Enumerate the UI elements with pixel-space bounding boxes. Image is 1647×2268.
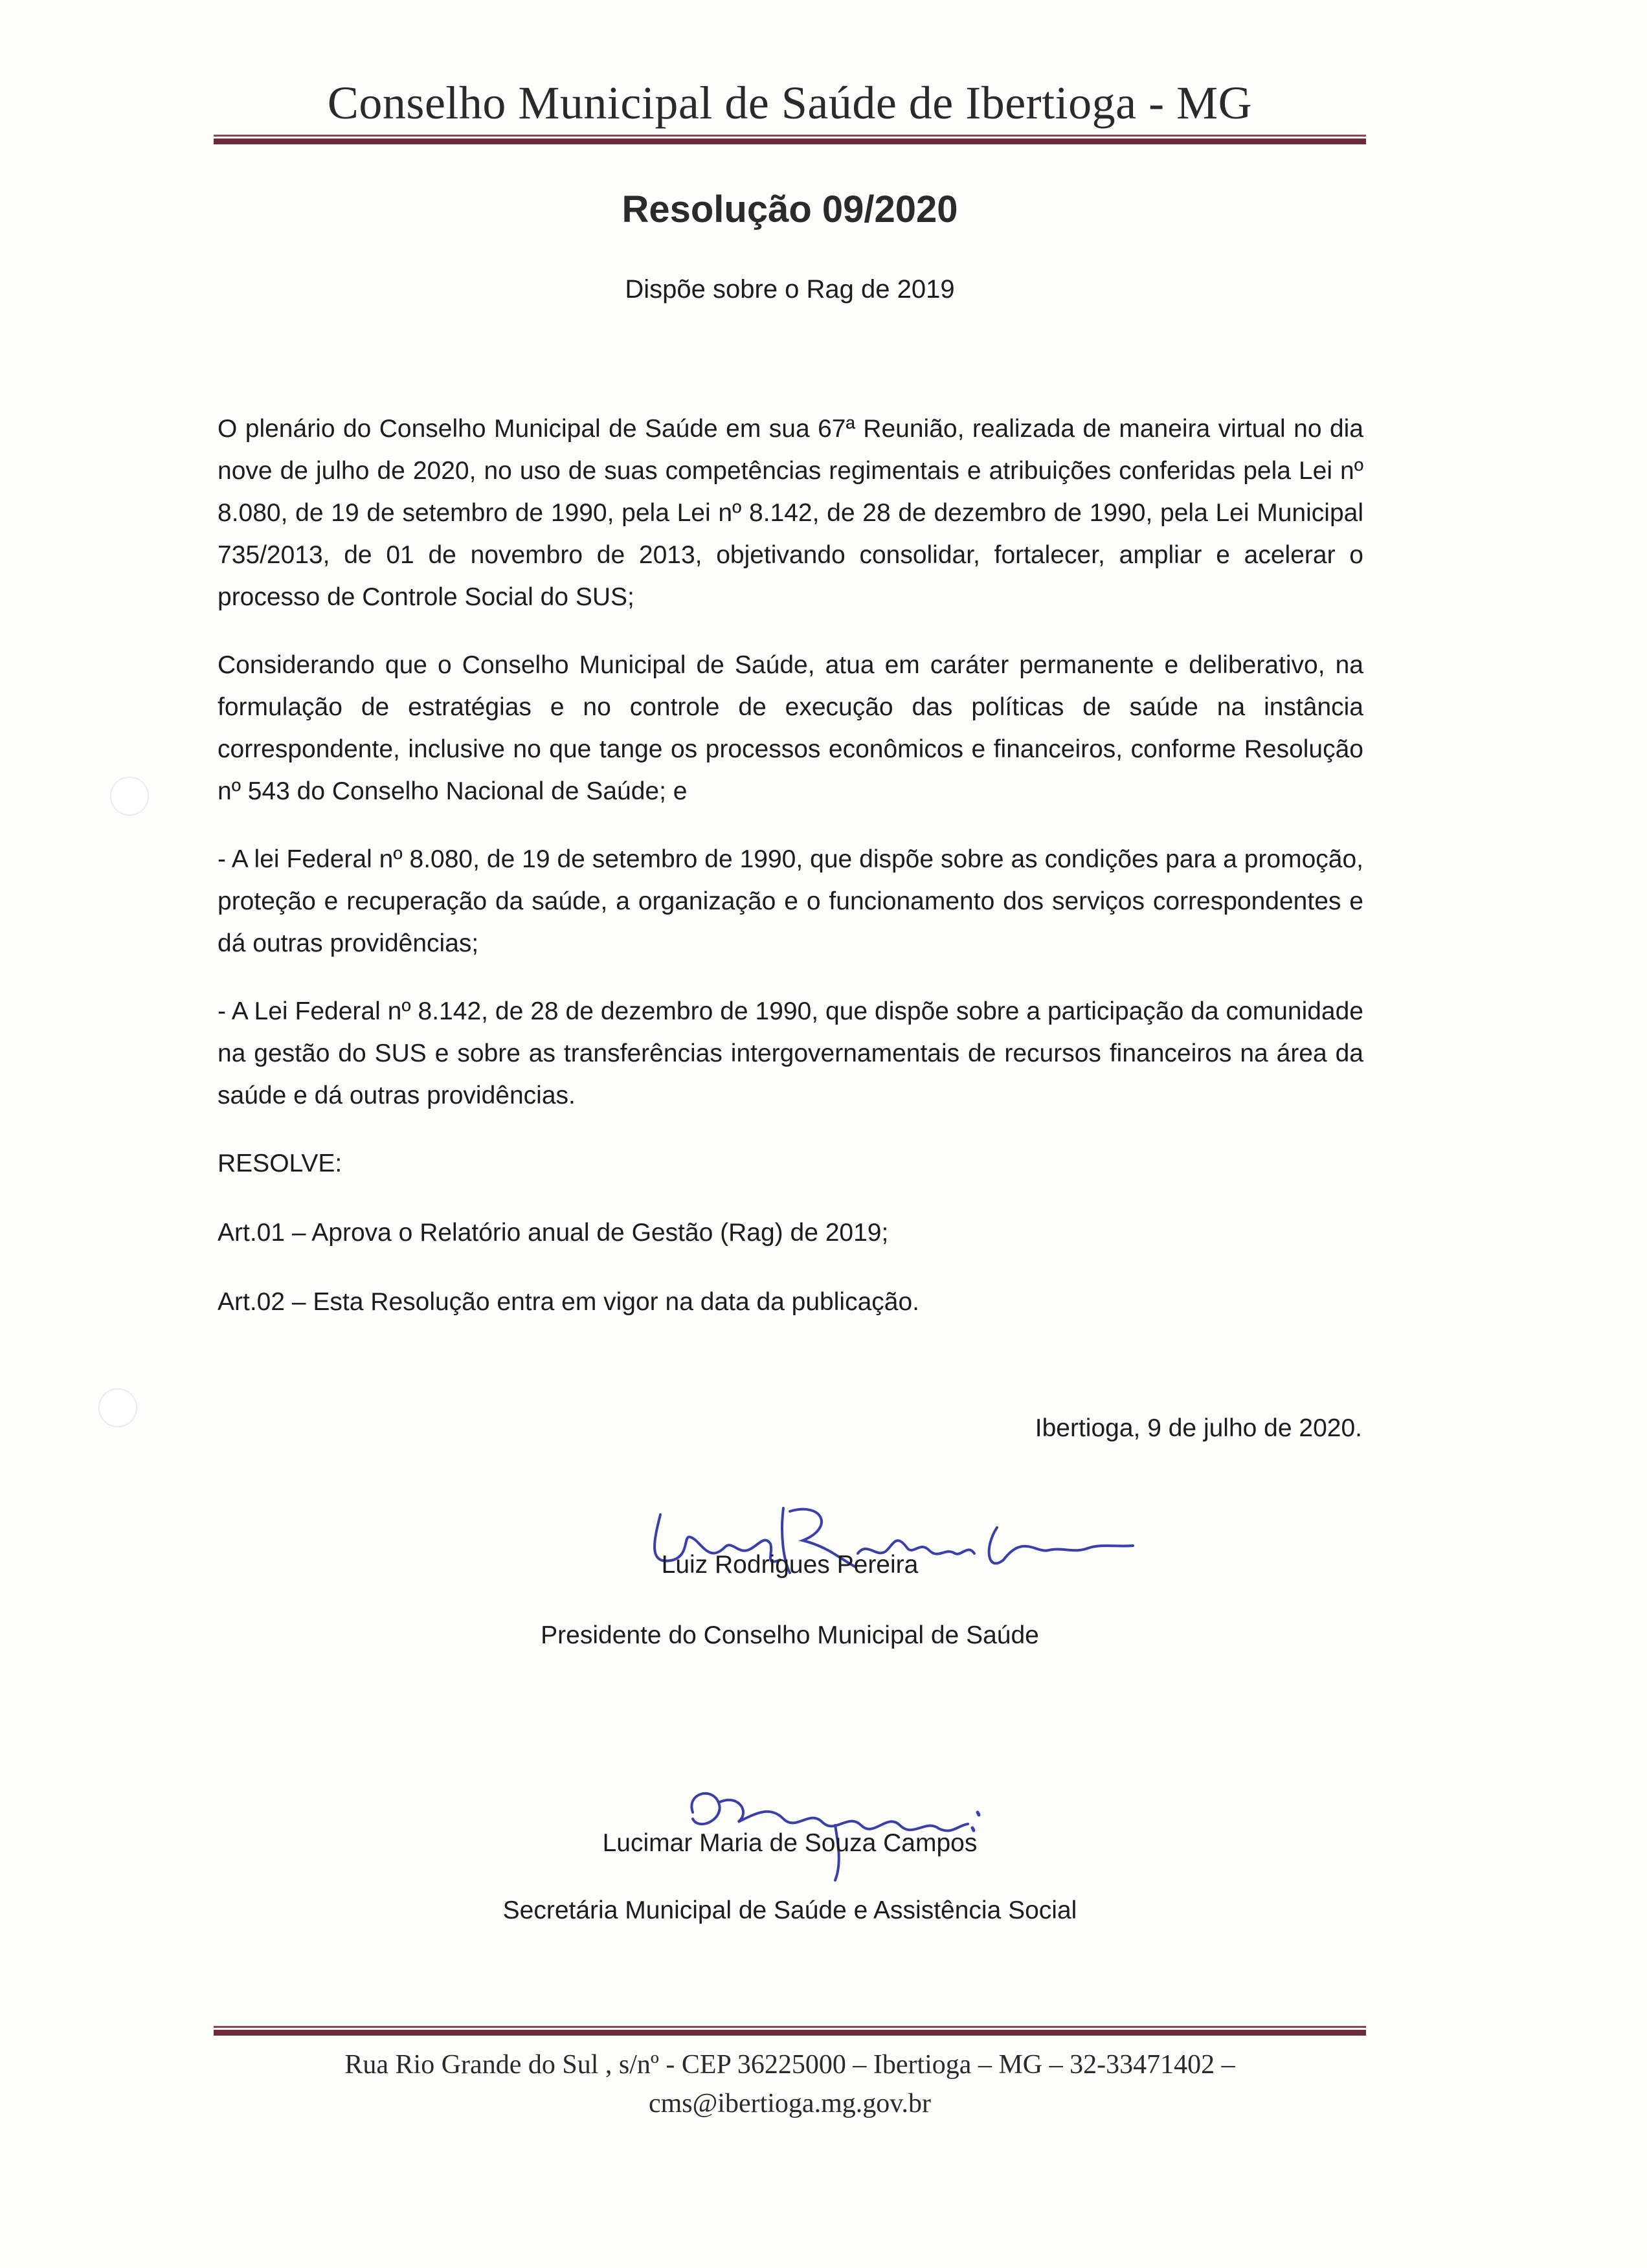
date-line: Ibertioga, 9 de julho de 2020.	[1035, 1414, 1362, 1442]
resolution-subtitle: Dispõe sobre o Rag de 2019	[625, 275, 955, 304]
article-02: Art.02 – Esta Resolução entra em vigor na data da publicação.	[218, 1288, 919, 1316]
signer-2-name: Lucimar Maria de Souza Campos	[602, 1829, 978, 1857]
punch-hole-top	[110, 777, 149, 816]
paragraph-lei-8080: - A lei Federal nº 8.080, de 19 de setembro de 1990, que dispõe sobre as condições para a promoção, proteção e recuperação da saúde, a organização e o funcionamento dos serviços correspondentes e dá outras providências;	[218, 845, 1363, 957]
signer-1-name: Luiz Rodrigues Pereira	[661, 1551, 919, 1579]
council-header-title: Conselho Municipal de Saúde de Ibertioga - MG	[327, 77, 1253, 129]
footer-address-line: Rua Rio Grande do Sul , s/nº - CEP 36225000 – Ibertioga – MG – 32-33471402 –	[344, 2050, 1235, 2080]
header-rule	[214, 135, 1366, 144]
paragraph-considerando: Considerando que o Conselho Municipal de Saúde, atua em caráter permanente e deliberativo, na formulação de estratégias e no controle de execução das políticas de saúde na instância correspondente, inclusive no que tange os processos econômicos e financeiros, conforme Resolução nº 543 do Conselho Nacional de Saúde; e	[218, 651, 1363, 805]
footer-address	[214, 2045, 1366, 2123]
paragraph-preamble: O plenário do Conselho Municipal de Saúde em sua 67ª Reunião, realizada de maneira virtual no dia nove de julho de 2020, no uso de suas competências regimentais e atribuições conferidas pela Lei nº 8.080, de 19 de setembro de 1990, pela Lei nº 8.142, de 28 de dezembro de 1990, pela Lei Municipal 735/2013, de 01 de novembro de 2013, objetivando consolidar, fortalecer, ampliar e acelerar o processo de Controle Social do SUS;	[218, 415, 1363, 611]
resolution-title: Resolução 09/2020	[622, 188, 958, 230]
signer-1-role: Presidente do Conselho Municipal de Saúde	[541, 1621, 1039, 1649]
punch-hole-bottom	[98, 1388, 137, 1427]
signature-lucimar	[673, 1773, 997, 1884]
paragraph-lei-8142: - A Lei Federal nº 8.142, de 28 de dezembro de 1990, que dispõe sobre a participação da comunidade na gestão do SUS e sobre as transferências intergovernamentais de recursos financeiros na área da saúde e dá outras providências.	[218, 997, 1363, 1109]
signer-2-role: Secretária Municipal de Saúde e Assistência Social	[502, 1896, 1077, 1924]
resolve-heading: RESOLVE:	[218, 1150, 342, 1177]
article-01: Art.01 – Aprova o Relatório anual de Gestão (Rag) de 2019;	[218, 1219, 889, 1247]
footer-email: cms@ibertioga.mg.gov.br	[648, 2089, 932, 2118]
footer-rule	[214, 2026, 1366, 2036]
resolution-body	[218, 408, 1363, 1350]
